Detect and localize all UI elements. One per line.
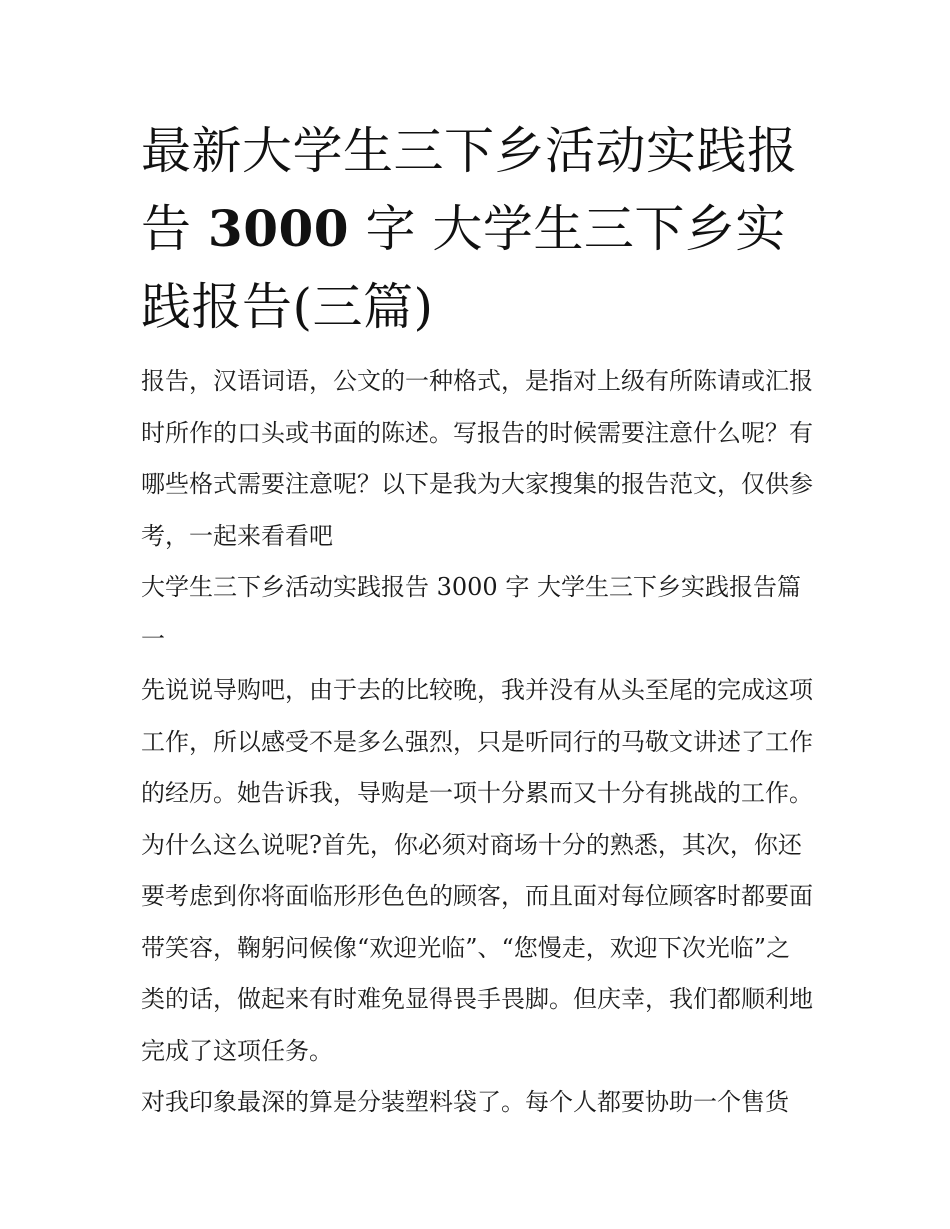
title-char-gao: 告 [141,200,192,258]
title-number: 3000 [207,199,350,258]
title-text-part2: 字 大学生三下乡实践报告(三篇) [141,200,786,336]
document-body [141,112,813,1129]
body-paragraph-1: 先说说导购吧，由于去的比较晚，我并没有从头至尾的完成这项工作，所以感受不是多么强烈，只是听同行的马敬文讲述了工作的经历。她告诉我，导购是一项十分累而又十分有挑战的工作。为什么这么说呢?首先，你必须对商场十分的熟悉，其次，你还要考虑到你将面临形形色色的顾客，而且面对每位顾客时都要面带笑容，鞠躬问候像“欢迎光临”、“您慢走，欢迎下次光临”之类的话，做起来有时难免显得畏手畏脚。但庆幸，我们都顺利地完成了这项任务。 [141,676,813,1065]
intro-paragraph: 报告，汉语词语，公文的一种格式，是指对上级有所陈请或汇报时所作的口头或书面的陈述。写报告的时候需要注意什么呢？有哪些格式需要注意呢？以下是我为大家搜集的报告范文，仅供参考，一起来看看吧 [141,367,813,550]
body-paragraph-2: 对我印象最深的算是分装塑料袋了。每个人都要协助一个售货 [141,1088,789,1116]
section-heading: 大学生三下乡活动实践报告 3000 字 大学生三下乡实践报告篇一 [141,573,801,653]
title-text-line2 [141,200,786,336]
title-text-part1: 最新大学生三下乡活动实践报 [141,122,798,180]
document-title [141,112,813,346]
